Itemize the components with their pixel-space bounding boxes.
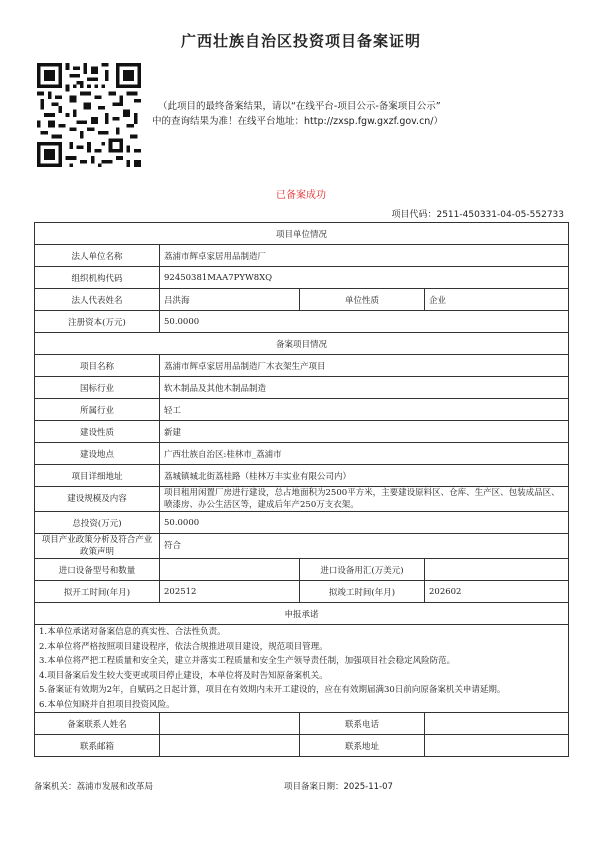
label-policy: 项目产业政策分析及符合产业政策声明 [35, 534, 160, 559]
qr-code [37, 63, 141, 167]
value-org-code: 92450381MAA7PYW8XQ [160, 267, 569, 289]
value-unit-nature: 企业 [425, 289, 569, 311]
label-build-type: 建设性质 [35, 421, 160, 443]
value-capital: 50.0000 [160, 311, 569, 333]
pledge-item: 5.备案证有效期为2年，自赋码之日起计算，项目在有效期内未开工建设的，应在有效期届满30日前向原备案机关申请延期。 [39, 685, 506, 695]
filing-date: 项目备案日期：2025-11-07 [284, 782, 393, 792]
label-finish-date: 拟竣工时间(年月) [300, 581, 425, 603]
value-import-equipment [160, 559, 300, 581]
value-build-type: 新建 [160, 421, 569, 443]
note-line-2: 中的查询结果为准！在线平台地址：http://zxsp.fgw.gxzf.gov.cn/） [152, 116, 444, 127]
pledge-item: 1.本单位承诺对备案信息的真实性、合法性负责。 [39, 627, 226, 637]
section-project: 备案项目情况 [35, 333, 569, 355]
label-legal-rep: 法人代表姓名 [35, 289, 160, 311]
section-unit: 项目单位情况 [35, 223, 569, 245]
label-project-name: 项目名称 [35, 355, 160, 377]
label-contact-name: 备案联系人姓名 [35, 713, 160, 735]
value-address: 荔城镇城北街荔桂路（桂林万丰实业有限公司内） [160, 465, 569, 487]
value-legal-rep: 吕洪海 [160, 289, 300, 311]
filing-table [34, 222, 569, 757]
filing-authority: 备案机关：荔浦市发展和改革局 [34, 782, 154, 792]
label-location: 建设地点 [35, 443, 160, 465]
label-unit-nature: 单位性质 [300, 289, 425, 311]
label-start-date: 拟开工时间(年月) [35, 581, 160, 603]
label-sector: 所属行业 [35, 399, 160, 421]
value-contact-address [425, 735, 569, 757]
pledge-item: 2.本单位将严格按照项目建设程序，依法合规推进项目建设，规范项目管理。 [39, 641, 328, 652]
label-capital: 注册资本(万元) [35, 311, 160, 333]
value-finish-date: 202602 [425, 581, 569, 603]
label-contact-phone: 联系电话 [300, 713, 425, 735]
value-import-forex [425, 559, 569, 581]
verification-note [152, 99, 572, 129]
value-policy: 符合 [160, 534, 569, 559]
project-code: 项目代码：2511-450331-04-05-552733 [391, 210, 564, 220]
value-contact-email [160, 735, 300, 757]
value-start-date: 202512 [160, 581, 300, 603]
label-contact-email: 联系邮箱 [35, 735, 160, 757]
note-line-1: （此项目的最终备案结果，请以“在线平台-项目公示-备案项目公示” [158, 101, 441, 112]
section-pledge: 申报承诺 [35, 603, 569, 625]
value-location: 广西壮族自治区:桂林市_荔浦市 [160, 443, 569, 465]
value-sector: 轻工 [160, 399, 569, 421]
label-import-equipment: 进口设备型号和数量 [35, 559, 160, 581]
label-industry: 国标行业 [35, 377, 160, 399]
label-import-forex: 进口设备用汇(万美元) [300, 559, 425, 581]
value-project-name: 荔浦市辉卓家居用品制造厂木衣架生产项目 [160, 355, 569, 377]
label-unit-name: 法人单位名称 [35, 245, 160, 267]
label-org-code: 组织机构代码 [35, 267, 160, 289]
value-industry: 软木制品及其他木制品制造 [160, 377, 569, 399]
pledge-item: 3.本单位将严把工程质量和安全关，建立并落实工程质量和安全生产领导责任制，加强项目社会稳定风险防范。 [39, 656, 456, 666]
value-scale: 项目租用闲置厂房进行建设，总占地面积为2500平方米，主要建设原料区、仓库、生产区、包装成品区、喷漆房、办公生活区等，建成后年产250万支衣架。 [160, 487, 569, 512]
pledge-item: 6.本单位知晓并自担项目投资风险。 [39, 699, 175, 710]
value-investment: 50.0000 [160, 512, 569, 534]
label-investment: 总投资(万元) [35, 512, 160, 534]
label-scale: 建设规模及内容 [35, 487, 160, 512]
value-contact-name [160, 713, 300, 735]
document-title: 广西壮族自治区投资项目备案证明 [180, 32, 421, 50]
label-address: 项目详细地址 [35, 465, 160, 487]
pledge-item: 4.项目备案后发生较大变更或项目停止建设，本单位将及时告知原备案机关。 [39, 670, 328, 681]
status-text: 已备案成功 [276, 190, 326, 201]
value-contact-phone [425, 713, 569, 735]
label-contact-address: 联系地址 [300, 735, 425, 757]
pledge-list [35, 625, 569, 713]
value-unit-name: 荔浦市辉卓家居用品制造厂 [160, 245, 569, 267]
